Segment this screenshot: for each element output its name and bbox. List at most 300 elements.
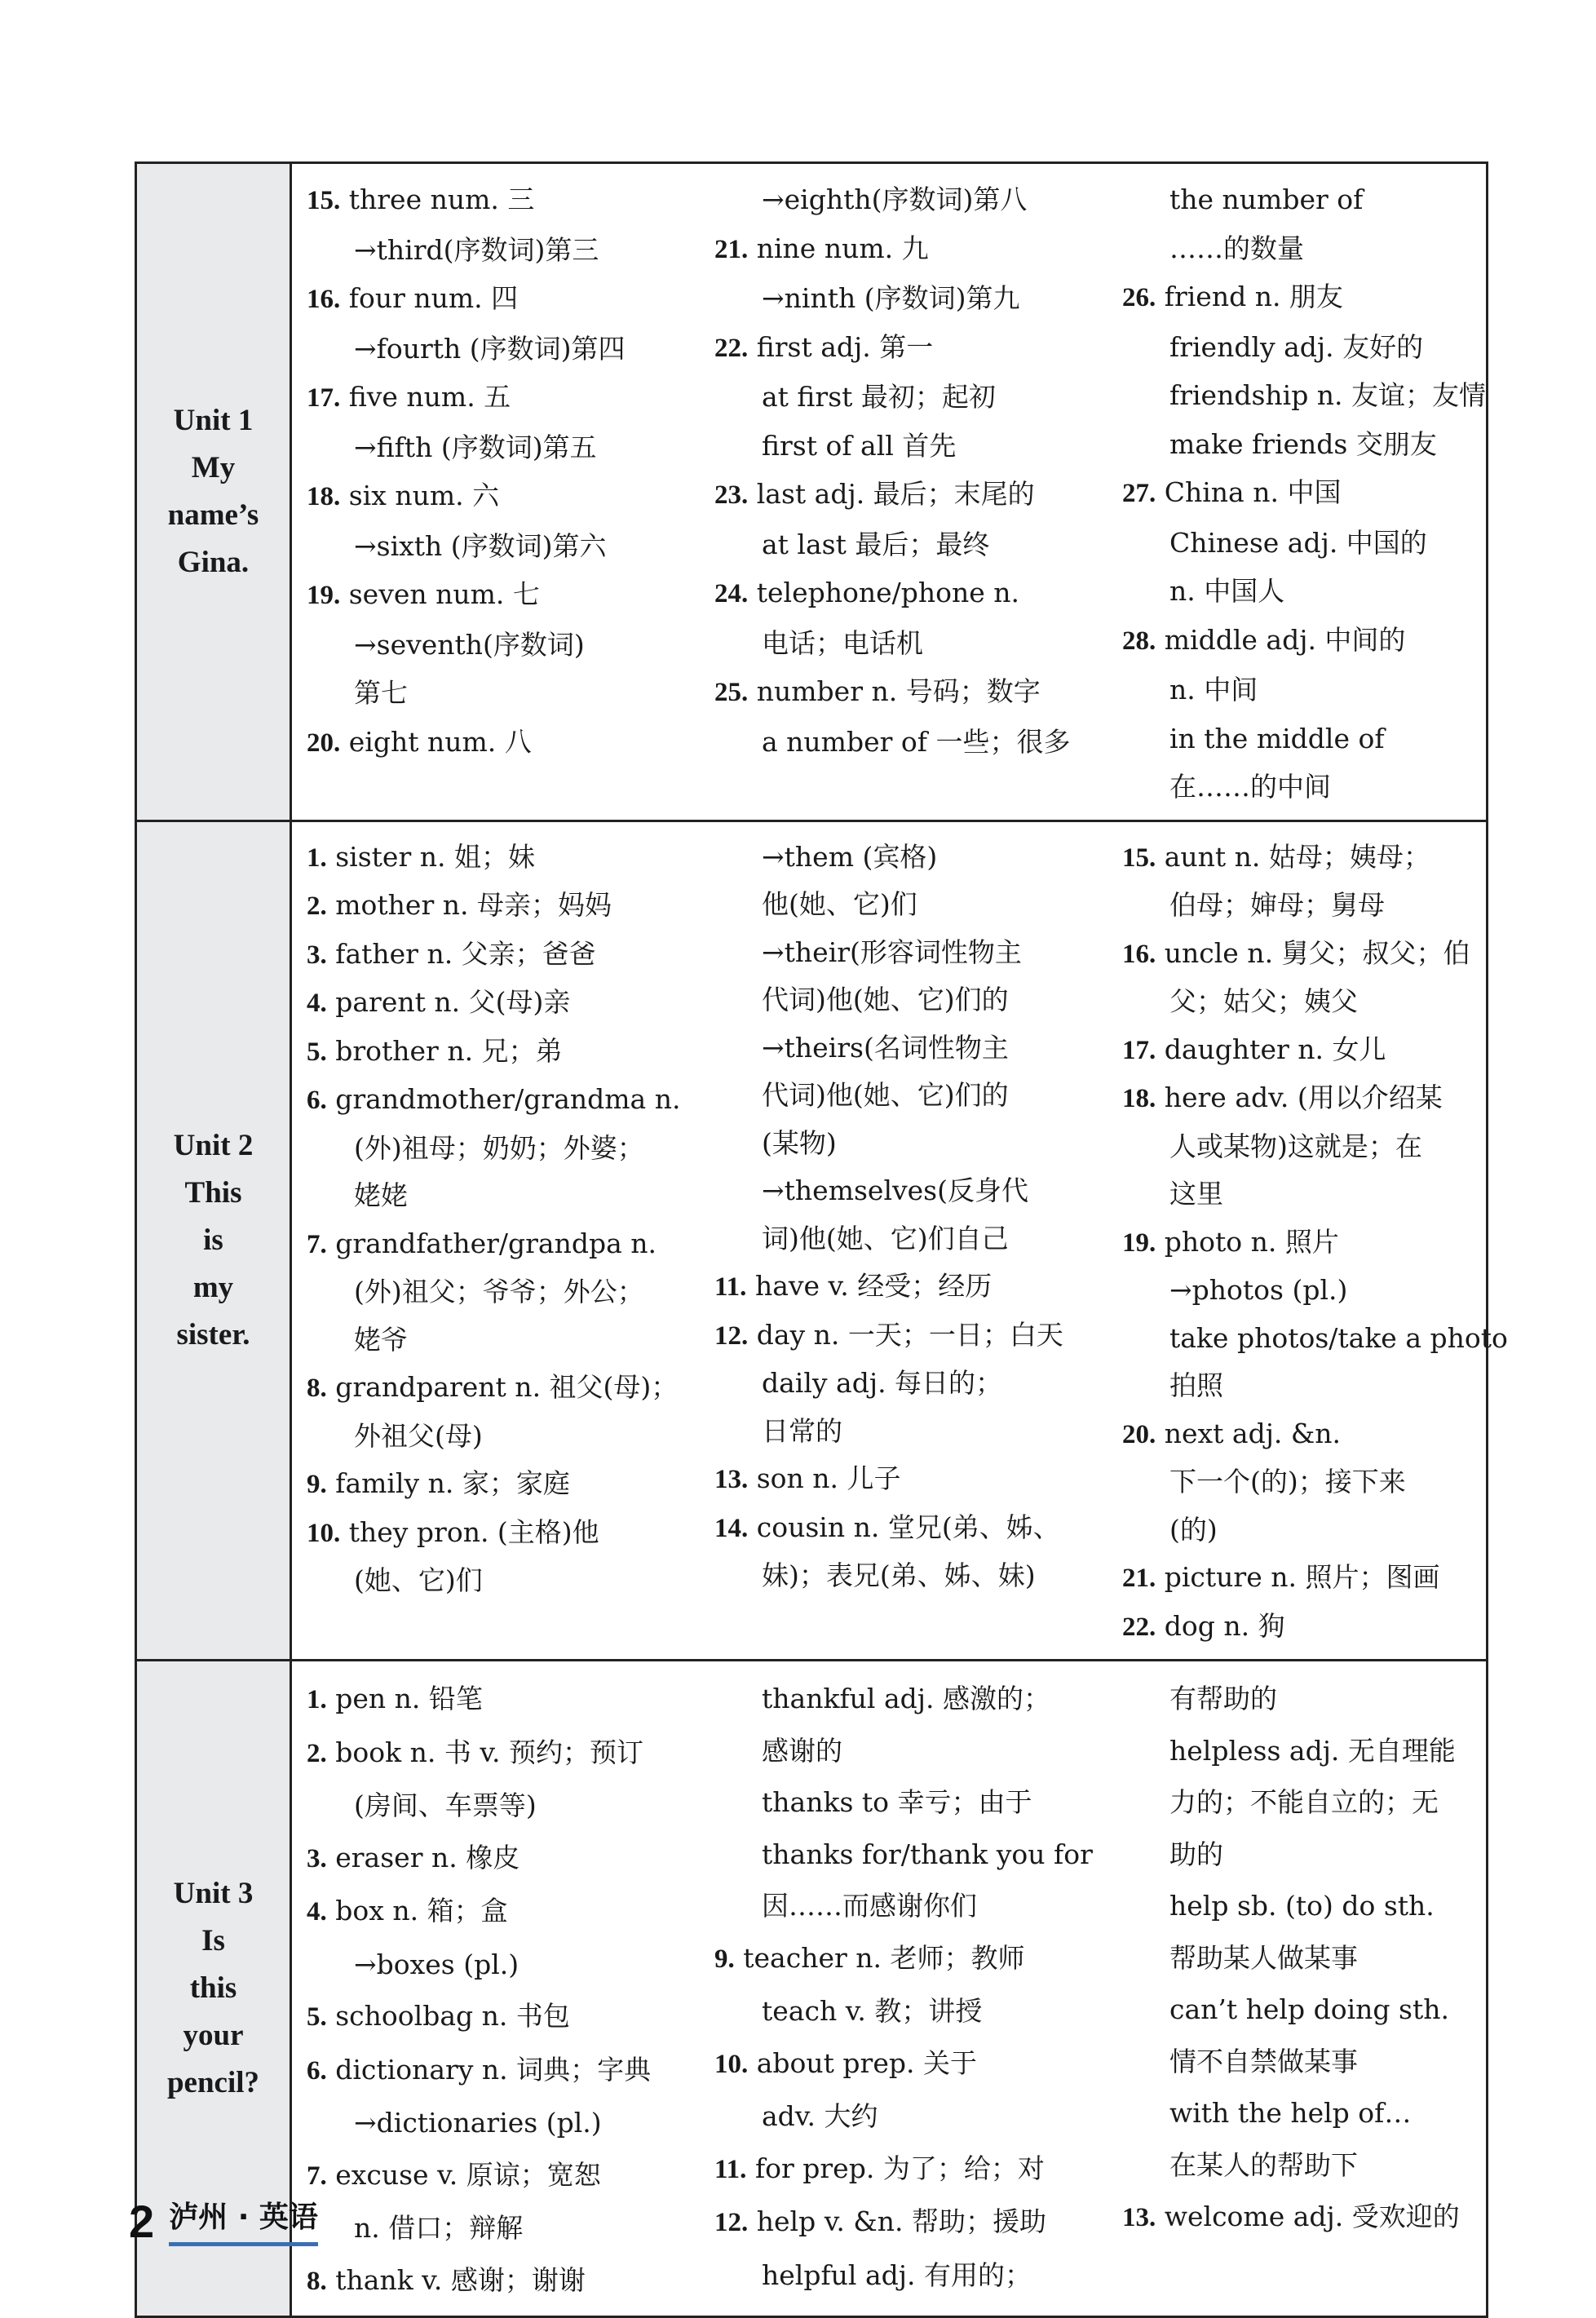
vocabulary-entry [1122,1074,1508,1123]
entry-text: telephone/phone n. [756,577,1020,608]
entry-text: pen n. 铅笔 [335,1683,483,1714]
entry-text: →boxes (pl.) [354,1948,519,1980]
entry-number: 8. [307,1374,327,1403]
entry-text: schoolbag n. 书包 [335,2000,570,2032]
entry-text: number n. 号码；数字 [756,675,1041,707]
unit-title-line: My [191,450,236,484]
vocabulary-entry [307,2044,700,2098]
entry-number: 4. [307,989,327,1018]
unit-title-line: This [184,1175,242,1210]
entry-number: 15. [1122,843,1156,873]
entry-text: helpful adj. 有用的； [762,2258,1032,2291]
vocabulary-column [292,822,700,1660]
entry-number: 11. [714,2154,747,2184]
vocabulary-entry-continuation [714,1552,1107,1600]
entry-text: ……的数量 [1169,232,1304,264]
vocabulary-columns [292,1661,1486,2316]
entry-text: helpless adj. 无自理能 [1169,1734,1456,1767]
entry-number: 1. [307,843,327,873]
entry-number: 8. [307,2266,327,2296]
vocabulary-column [700,822,1107,1660]
entry-text: five num. 五 [348,381,511,413]
entry-number: 6. [307,1086,327,1115]
entry-number: 21. [714,234,749,264]
entry-number: 7. [307,1229,327,1259]
entry-text: teacher n. 老师；教师 [743,1941,1025,1974]
vocabulary-entry-continuation [1122,1776,1486,1829]
entry-number: 15. [307,186,341,215]
vocabulary-entry [307,1220,700,1269]
entry-text: 外祖父(母) [354,1419,483,1452]
entry-text: →dictionaries (pl.) [354,2107,602,2139]
entry-text: uncle n. 舅父；叔父；伯 [1164,936,1470,969]
vocabulary-entry-continuation [307,423,700,472]
vocabulary-entry [307,979,700,1028]
vocabulary-entry [714,1312,1107,1360]
entry-number: 10. [307,1518,341,1548]
entry-text: aunt n. 姑母；姨母； [1164,840,1430,873]
entry-text: 因……而感谢你们 [762,1890,977,1922]
entry-text: grandparent n. 祖父(母)； [335,1371,679,1403]
entry-text: (的) [1169,1513,1218,1546]
entry-text: adv. 大约 [762,2100,878,2132]
vocabulary-entry [307,570,700,621]
unit-title-line: my [192,1270,234,1304]
unit-title-line: pencil? [166,2066,260,2099]
vocabulary-entry-continuation [714,1360,1107,1408]
entry-number: 18. [307,482,341,511]
entry-text: sister n. 姐；妹 [335,840,535,873]
entry-text: grandmother/grandma n. [335,1083,681,1115]
entry-number: 16. [1122,939,1156,969]
vocabulary-entry-continuation [1122,1725,1486,1777]
entry-text: 下一个(的)；接下来 [1169,1466,1406,1497]
entry-text: (她、它)们 [354,1564,483,1596]
entry-text: parent n. 父(母)亲 [335,986,571,1018]
vocabulary-entry-continuation [1122,224,1486,273]
vocabulary-entry-continuation [1122,567,1486,616]
entry-number: 7. [307,2161,327,2191]
vocabulary-entry-continuation [307,669,700,718]
entry-text: 拍照 [1169,1369,1223,1401]
unit-title-line: is [203,1223,223,1257]
entry-text: father n. 父亲；爸爸 [335,937,596,970]
vocabulary-entry [307,1509,700,1558]
entry-text: →theirs(名词性物主 [762,1031,1009,1064]
entry-text: →fifth (序数词)第五 [354,431,597,463]
entry-text: 助的 [1169,1838,1223,1870]
entry-text: make friends 交朋友 [1169,427,1437,460]
vocabulary-entry-continuation [307,2097,700,2149]
vocabulary-entry [714,667,1107,718]
unit-row [136,1661,1488,2317]
vocabulary-column [292,164,700,820]
vocabulary-entry [307,834,700,883]
entry-text: family n. 家；家庭 [335,1467,570,1499]
vocabulary-entry [307,1673,700,1727]
entry-number: 4. [307,1897,327,1927]
entry-number: 3. [307,940,327,970]
entry-number: 24. [714,579,749,608]
vocabulary-entry [307,1990,700,2044]
vocabulary-entry-continuation [1122,1829,1486,1881]
entry-text: can’t help doing sth. [1169,1993,1449,2025]
vocabulary-entry-continuation [307,1316,700,1365]
entry-text: 第七 [354,677,408,709]
entry-text: →them (宾格) [762,840,938,873]
vocabulary-entry [714,2037,1107,2091]
entry-text: thankful adj. 感激的； [762,1683,1050,1714]
vocabulary-entry [714,2196,1107,2249]
entry-number: 3. [307,1843,327,1873]
entry-number: 18. [1122,1084,1156,1113]
vocabulary-entry [714,1455,1107,1504]
unit-vocabulary-cell [291,1661,1488,2317]
entry-text: n. 借口；辩解 [354,2212,524,2244]
vocabulary-entry [1122,468,1486,519]
entry-text: a number of 一些；很多 [762,725,1071,758]
vocabulary-entry-continuation [714,881,1107,929]
entry-text: brother n. 兄；弟 [335,1034,563,1067]
vocabulary-entry-continuation [1122,2087,1486,2139]
unit-vocabulary-cell [291,821,1508,1661]
entry-text: 姥爷 [354,1323,408,1356]
entry-text: 人或某物)这就是；在 [1169,1130,1422,1162]
unit-row [136,163,1488,821]
vocabulary-entry-continuation [1122,371,1486,420]
entry-text: at last 最后；最终 [762,528,990,560]
vocabulary-entry-continuation [714,1408,1107,1456]
vocabulary-entry-continuation [714,422,1107,471]
vocabulary-column [700,1661,1107,2316]
vocabulary-entry [1122,1554,1508,1603]
vocabulary-entry-continuation [307,2202,700,2254]
vocabulary-entry-continuation [714,2090,1107,2143]
entry-text: cousin n. 堂兄(弟、姊、 [756,1511,1060,1543]
vocabulary-entry [714,2143,1107,2196]
unit-title-line: Is [201,1924,225,1957]
vocabulary-entry-continuation [714,1725,1107,1777]
entry-text: →photos (pl.) [1169,1274,1348,1306]
vocabulary-entry [307,1885,700,1939]
unit-title-line: this [189,1971,237,2005]
unit-row [136,821,1488,1661]
entry-text: (外)祖母；奶奶；外婆； [354,1131,644,1164]
entry-number: 22. [714,333,749,363]
entry-text: China n. 中国 [1164,476,1342,508]
entry-number: 13. [714,1465,749,1494]
vocabulary-entry-continuation [307,1780,700,1832]
vocabulary-entry-continuation [714,1673,1107,1725]
entry-number: 22. [1122,1612,1156,1642]
vocabulary-entry-continuation [714,619,1107,668]
vocabulary-entry [307,1727,700,1781]
vocabulary-entry-continuation [714,976,1107,1024]
vocabulary-column [1107,822,1508,1660]
entry-text: six num. 六 [348,480,500,511]
vocabulary-entry [714,224,1107,275]
entry-text: book n. 书 v. 预约；预订 [335,1736,644,1768]
vocabulary-entry-continuation [1122,1315,1508,1363]
entry-text: last adj. 最后；末尾的 [756,478,1035,510]
vocabulary-column [292,1661,700,2316]
entry-number: 12. [714,1320,749,1351]
entry-text: about prep. 关于 [756,2046,977,2079]
vocabulary-entry-continuation [1122,1458,1508,1506]
vocabulary-entry-continuation [307,522,700,571]
vocabulary-entry [307,471,700,522]
entry-number: 28. [1122,626,1156,656]
unit-title-line: Unit 3 [173,1877,254,1910]
vocabulary-entry [1122,2191,1486,2245]
entry-text: friend n. 朋友 [1164,281,1343,312]
vocabulary-column [1107,164,1486,820]
entry-text: 代词)他(她、它)们的 [762,1079,1009,1111]
vocabulary-entry-continuation [1122,1506,1508,1555]
entry-text: →their(形容词性物主 [762,936,1022,968]
vocabulary-entry-continuation [714,373,1107,422]
entry-text: 伯母；婶母；舅母 [1169,889,1385,921]
vocabulary-entry-continuation [714,718,1107,767]
entry-text: Chinese adj. 中国的 [1169,526,1427,559]
vocabulary-entry [307,1832,700,1886]
entry-number: 21. [1122,1564,1156,1593]
entry-number: 19. [307,581,341,610]
entry-number: 26. [1122,283,1156,312]
entry-number: 5. [307,2002,327,2032]
vocabulary-entry-continuation [1122,763,1486,812]
entry-text: 日常的 [762,1414,842,1447]
vocabulary-entry-continuation [1122,519,1486,568]
vocabulary-entry [714,1932,1107,1986]
vocabulary-entry [1122,1026,1508,1075]
vocabulary-entry [1122,1219,1508,1267]
entry-text: with the help of… [1169,2097,1412,2129]
entry-text: excuse v. 原谅；宽恕 [335,2158,601,2191]
entry-text: box n. 箱；盒 [335,1895,508,1927]
entry-number: 1. [307,1685,327,1714]
vocabulary-entry [1122,1603,1508,1652]
entry-text: 力的；不能自立的；无 [1169,1786,1439,1818]
vocabulary-entry-continuation [1122,175,1486,224]
book-title: 泸州 · 英语 [169,2194,318,2246]
vocabulary-entry [307,373,700,423]
entry-number: 10. [714,2049,749,2079]
vocabulary-entry-continuation [714,520,1107,569]
vocabulary-entry [307,1364,700,1413]
vocabulary-entry-continuation [714,929,1107,977]
vocabulary-entry [714,1504,1107,1553]
entry-number: 17. [307,383,341,413]
entry-text: welcome adj. 受欢迎的 [1164,2201,1460,2232]
entry-text: picture n. 照片；图画 [1164,1561,1440,1593]
unit-title-line: Unit 2 [173,1128,254,1162]
vocabulary-entry-continuation [307,1172,700,1220]
vocabulary-entry-continuation [1122,714,1486,763]
vocabulary-entry-continuation [1122,1932,1486,1984]
unit-title-line: Gina. [177,545,250,579]
entry-text: help v. &n. 帮助；援助 [756,2205,1047,2237]
entry-text: four num. 四 [348,282,519,314]
entry-text: here adv. (用以介绍某 [1164,1082,1443,1113]
vocabulary-entry [1122,1410,1508,1459]
vocabulary-entry-continuation [714,834,1107,882]
unit-title-line: Unit 1 [173,403,254,437]
vocabulary-entry [307,2149,700,2203]
entry-text: (某物) [762,1126,837,1159]
entry-text: n. 中间 [1169,674,1258,706]
entry-text: photo n. 照片 [1164,1225,1339,1258]
vocabulary-entry-continuation [307,226,700,275]
entry-number: 19. [1122,1228,1156,1258]
vocabulary-entry-continuation [1122,1170,1508,1219]
vocabulary-entry-continuation [1122,420,1486,469]
entry-text: for prep. 为了；给；对 [754,2152,1045,2184]
vocabulary-entry [714,1263,1107,1312]
entry-text: thanks to 幸亏；由于 [762,1786,1032,1818]
vocabulary-entry-continuation [1122,1673,1486,1725]
vocabulary-entry [307,718,700,768]
entry-number: 6. [307,2055,327,2086]
vocabulary-entry-continuation [714,1829,1107,1881]
vocabulary-entry-continuation [1122,1880,1486,1932]
entry-number: 9. [714,1944,735,1974]
entry-text: →themselves(反身代 [762,1174,1028,1206]
entry-text: 电话；电话机 [762,626,923,659]
vocabulary-entry [307,882,700,931]
vocabulary-columns [292,822,1508,1660]
vocabulary-entry-continuation [307,1413,700,1461]
vocabulary-columns [292,164,1486,820]
entry-text: have v. 经受；经历 [754,1270,993,1302]
vocabulary-entry-continuation [714,1024,1107,1073]
vocabulary-entry [714,470,1107,520]
entry-number: 11. [714,1272,747,1302]
vocabulary-entry-continuation [307,1268,700,1316]
vocabulary-entry-continuation [1122,323,1486,372]
entry-text: mother n. 母亲；妈妈 [335,889,612,921]
vocabulary-entry-continuation [714,1072,1107,1120]
entry-number: 23. [714,480,749,510]
vocabulary-entry-continuation [307,1125,700,1173]
vocabulary-entry-continuation [714,1215,1107,1263]
entry-number: 9. [307,1470,327,1499]
vocabulary-entry [307,1460,700,1509]
entry-text: 父；姑父；姨父 [1169,985,1358,1017]
entry-number: 17. [1122,1035,1156,1065]
entry-number: 13. [1122,2203,1156,2232]
entry-text: 这里 [1169,1178,1223,1210]
entry-number: 27. [1122,479,1156,508]
unit-title-line: sister. [176,1317,250,1351]
entry-text: teach v. 教；讲授 [762,1995,983,2027]
entry-text: three num. 三 [348,184,535,215]
vocabulary-entry-continuation [714,1776,1107,1829]
page-footer [129,2194,318,2246]
vocabulary-entry-continuation [1122,2139,1486,2192]
vocabulary-entry-continuation [1122,882,1508,930]
entry-text: seven num. 七 [348,578,540,610]
entry-text: →seventh(序数词) [354,628,585,661]
vocabulary-entry-continuation [1122,666,1486,714]
entry-text: 情不自禁做某事 [1169,2045,1358,2077]
vocabulary-entry [307,2254,700,2308]
vocabulary-entry-continuation [307,325,700,374]
vocabulary-entry-continuation [1122,978,1508,1026]
vocabulary-entry [307,1028,700,1077]
entry-number: 25. [714,678,749,707]
entry-text: next adj. &n. [1164,1417,1342,1449]
unit-title-line: name’s [167,498,259,532]
entry-text: they pron. (主格)他 [348,1515,599,1548]
entry-text: thanks for/thank you for [762,1838,1093,1870]
entry-text: →fourth (序数词)第四 [354,332,626,365]
entry-text: eraser n. 橡皮 [335,1841,520,1873]
vocabulary-entry-continuation [714,2249,1107,2302]
entry-text: 妹)；表兄(弟、姊、妹) [762,1559,1036,1591]
entry-text: 帮助某人做某事 [1169,1941,1358,1974]
entry-number: 12. [714,2208,749,2237]
entry-text: nine num. 九 [756,232,929,264]
entry-text: son n. 儿子 [756,1462,901,1494]
entry-text: at first 最初；起初 [762,381,996,413]
entry-text: n. 中国人 [1169,575,1285,607]
entry-text: 他(她、它)们 [762,888,917,920]
vocabulary-entry [307,1076,700,1125]
entry-text: eight num. 八 [348,725,532,758]
vocabulary-entry-continuation [714,1985,1107,2037]
entry-text: 姥姥 [354,1179,408,1211]
vocabulary-entry-continuation [714,1880,1107,1932]
entry-text: thank v. 感谢；谢谢 [335,2263,586,2296]
vocabulary-entry-continuation [1122,1984,1486,2036]
vocabulary-entry-continuation [1122,2036,1486,2088]
entry-text: first of all 首先 [762,429,957,462]
entry-text: (外)祖父；爷爷；外公； [354,1276,644,1307]
unit-title-line: your [183,2019,244,2052]
entry-text: →sixth (序数词)第六 [354,529,607,562]
vocabulary-entry [307,175,700,226]
entry-text: daily adj. 每日的； [762,1367,1003,1399]
entry-number: 5. [307,1037,327,1067]
entry-text: 感谢的 [762,1734,842,1767]
unit-title-cell [136,821,291,1661]
entry-text: 有帮助的 [1169,1683,1277,1714]
vocabulary-entry [307,274,700,325]
entry-text: (房间、车票等) [354,1789,537,1821]
entry-text: 在……的中间 [1169,771,1331,803]
entry-text: 在某人的帮助下 [1169,2148,1358,2181]
vocabulary-entry [714,568,1107,619]
vocabulary-entry [1122,834,1508,883]
vocabulary-entry-continuation [714,274,1107,323]
entry-text: the number of [1169,184,1364,215]
entry-text: daughter n. 女儿 [1164,1033,1386,1065]
vocabulary-entry-continuation [1122,1267,1508,1315]
vocabulary-entry [307,931,700,980]
entry-text: grandfather/grandpa n. [335,1227,657,1259]
entry-text: take photos/take a photo [1169,1321,1508,1354]
vocabulary-entry-continuation [307,1939,700,1991]
vocabulary-entry-continuation [307,621,700,670]
entry-text: dictionary n. 词典；字典 [335,2053,652,2086]
entry-number: 16. [307,285,341,314]
vocabulary-entry-continuation [714,1167,1107,1215]
vocabulary-entry-continuation [714,1120,1107,1168]
entry-text: dog n. 狗 [1164,1609,1285,1642]
vocabulary-table-body [136,163,1508,2317]
entry-text: →third(序数词)第三 [354,233,599,266]
